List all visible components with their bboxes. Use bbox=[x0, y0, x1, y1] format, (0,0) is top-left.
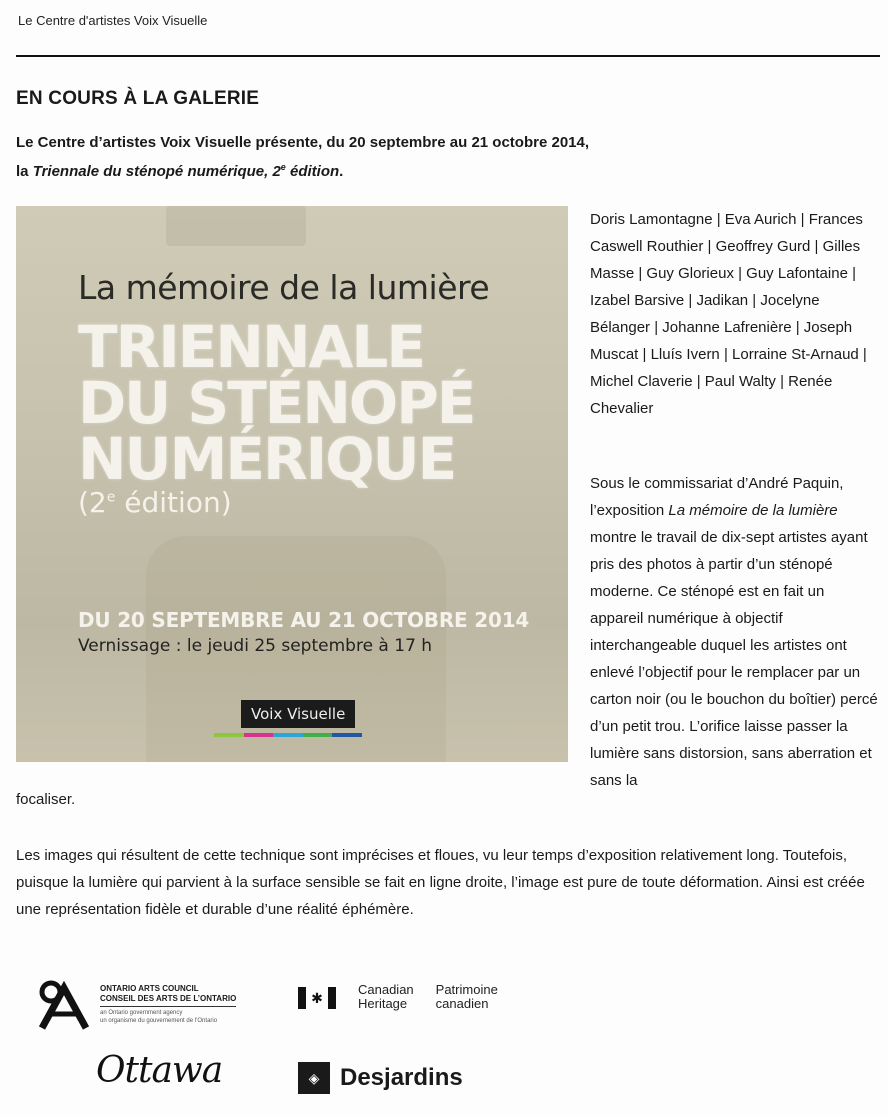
canadian-heritage-logo bbox=[298, 983, 520, 1011]
desjardins-logo bbox=[298, 1062, 463, 1094]
desjardins-name: Desjardins bbox=[340, 1064, 463, 1091]
poster-vernissage: Vernissage : le jeudi 25 septembre à 17 h bbox=[78, 636, 433, 656]
intro-line-2 bbox=[16, 155, 876, 184]
logo-color-bar-3 bbox=[273, 733, 303, 737]
paragraph-1-end: focaliser. bbox=[16, 791, 76, 808]
oac-mark-icon bbox=[36, 978, 94, 1030]
flag-bar-left bbox=[298, 987, 306, 1009]
poster-background-shape bbox=[166, 206, 306, 246]
logo-color-bar-2 bbox=[244, 733, 274, 737]
heritage-french bbox=[436, 983, 498, 1011]
flag-bar-right bbox=[328, 987, 336, 1009]
ontario-arts-council-logo bbox=[36, 978, 236, 1030]
heritage-fr-1: Patrimoine bbox=[435, 982, 498, 997]
oac-line-3: an Ontario government agency bbox=[100, 1010, 183, 1016]
poster-edition-open: (2 bbox=[78, 486, 107, 519]
exhibition-poster bbox=[16, 206, 568, 762]
intro-title: Triennale du sténopé numérique, 2 bbox=[32, 163, 281, 180]
intro-text bbox=[16, 131, 876, 184]
intro-end: . bbox=[339, 163, 344, 180]
oac-text bbox=[100, 984, 236, 1025]
intro-sup: e bbox=[280, 162, 286, 172]
heritage-fr-2: canadien bbox=[435, 996, 489, 1011]
logo-color-bar-4 bbox=[303, 733, 333, 737]
poster-edition-close: édition) bbox=[115, 486, 232, 519]
artist-list: Doris Lamontagne | Eva Aurich | Frances Caswell Routhier | Geoffrey Gurd | Gilles Masse | Guy Glorieux | Guy Lafontaine | Izabel Barsive | Jadikan | Jocelyne Bélanger | Johanne Lafrenière | Joseph Muscat | Lluís Ivern | Lorraine St-Arnaud | Michel Claverie | Paul Walty | Renée Chevalier bbox=[590, 211, 867, 417]
poster-edition-sup: e bbox=[106, 489, 116, 506]
poster-title-line-3: NUMÉRIQUE bbox=[78, 425, 456, 493]
paragraph-2: Les images qui résultent de cette technique sont imprécises et floues, vu leur temps d’exposition relativement long. Toutefois, puisque la lumière qui parvient à la surface sensible se fait en ligne droite, l’image est pure de toute déformation. Ainsi est créée une représentation fidèle et durable d’une réalité éphémère. bbox=[16, 847, 865, 918]
exhibition-title: La mémoire de la lumière bbox=[668, 502, 838, 519]
heritage-en-1: Canadian bbox=[358, 982, 414, 997]
desjardins-mark-icon: ◈ bbox=[298, 1062, 330, 1094]
logo-color-bar-1 bbox=[214, 733, 244, 737]
voix-visuelle-logo: Voix Visuelle bbox=[241, 700, 355, 728]
oac-line-4: un organisme du gouvernement de l’Ontario bbox=[100, 1018, 218, 1024]
logo-color-bar-5 bbox=[332, 733, 362, 737]
poster-dates: DU 20 SEPTEMBRE AU 21 OCTOBRE 2014 bbox=[78, 608, 530, 632]
paragraph-1-rest: montre le travail de dix-sept artistes ayant pris des photos à partir d’un sténopé moderne. Ce sténopé est en fait un appareil numérique à objectif interchangeable duquel les artistes ont enlevé l’objectif pour le remplacer par un carton noir (ou le bouchon du boîtier) percé d’un petit trou. L’orifice laisse passer la lumière sans distorsion, sans aberration et sans la bbox=[590, 529, 878, 789]
heritage-en-2: Heritage bbox=[358, 996, 408, 1011]
poster-title-line-1: TRIENNALE bbox=[78, 313, 424, 381]
paragraph-1 bbox=[590, 470, 878, 794]
ottawa-logo: Ottawa bbox=[96, 1050, 223, 1091]
intro-suffix: édition bbox=[285, 163, 340, 180]
paragraph-1-start: Sous le commissariat d’André Paquin, l’exposition bbox=[590, 475, 844, 519]
poster-title-line-2: DU STÉNOPÉ bbox=[78, 369, 475, 437]
oac-line-1: ONTARIO ARTS COUNCIL bbox=[100, 984, 199, 993]
header-divider bbox=[16, 55, 880, 57]
section-title: EN COURS À LA GALERIE bbox=[16, 88, 260, 109]
header-organization: Le Centre d'artistes Voix Visuelle bbox=[18, 13, 208, 28]
logo-color-bars bbox=[214, 733, 362, 737]
heritage-english bbox=[358, 983, 414, 1011]
poster-subtitle: La mémoire de la lumière bbox=[78, 268, 490, 307]
canada-flag-icon bbox=[298, 987, 336, 1009]
poster-edition bbox=[78, 486, 232, 519]
oac-line-2: CONSEIL DES ARTS DE L’ONTARIO bbox=[100, 994, 236, 1007]
intro-prefix: la bbox=[16, 163, 33, 180]
intro-line-1: Le Centre d’artistes Voix Visuelle présente, du 20 septembre au 21 octobre 2014, bbox=[16, 134, 590, 151]
maple-leaf-icon: ✱ bbox=[311, 989, 323, 1006]
